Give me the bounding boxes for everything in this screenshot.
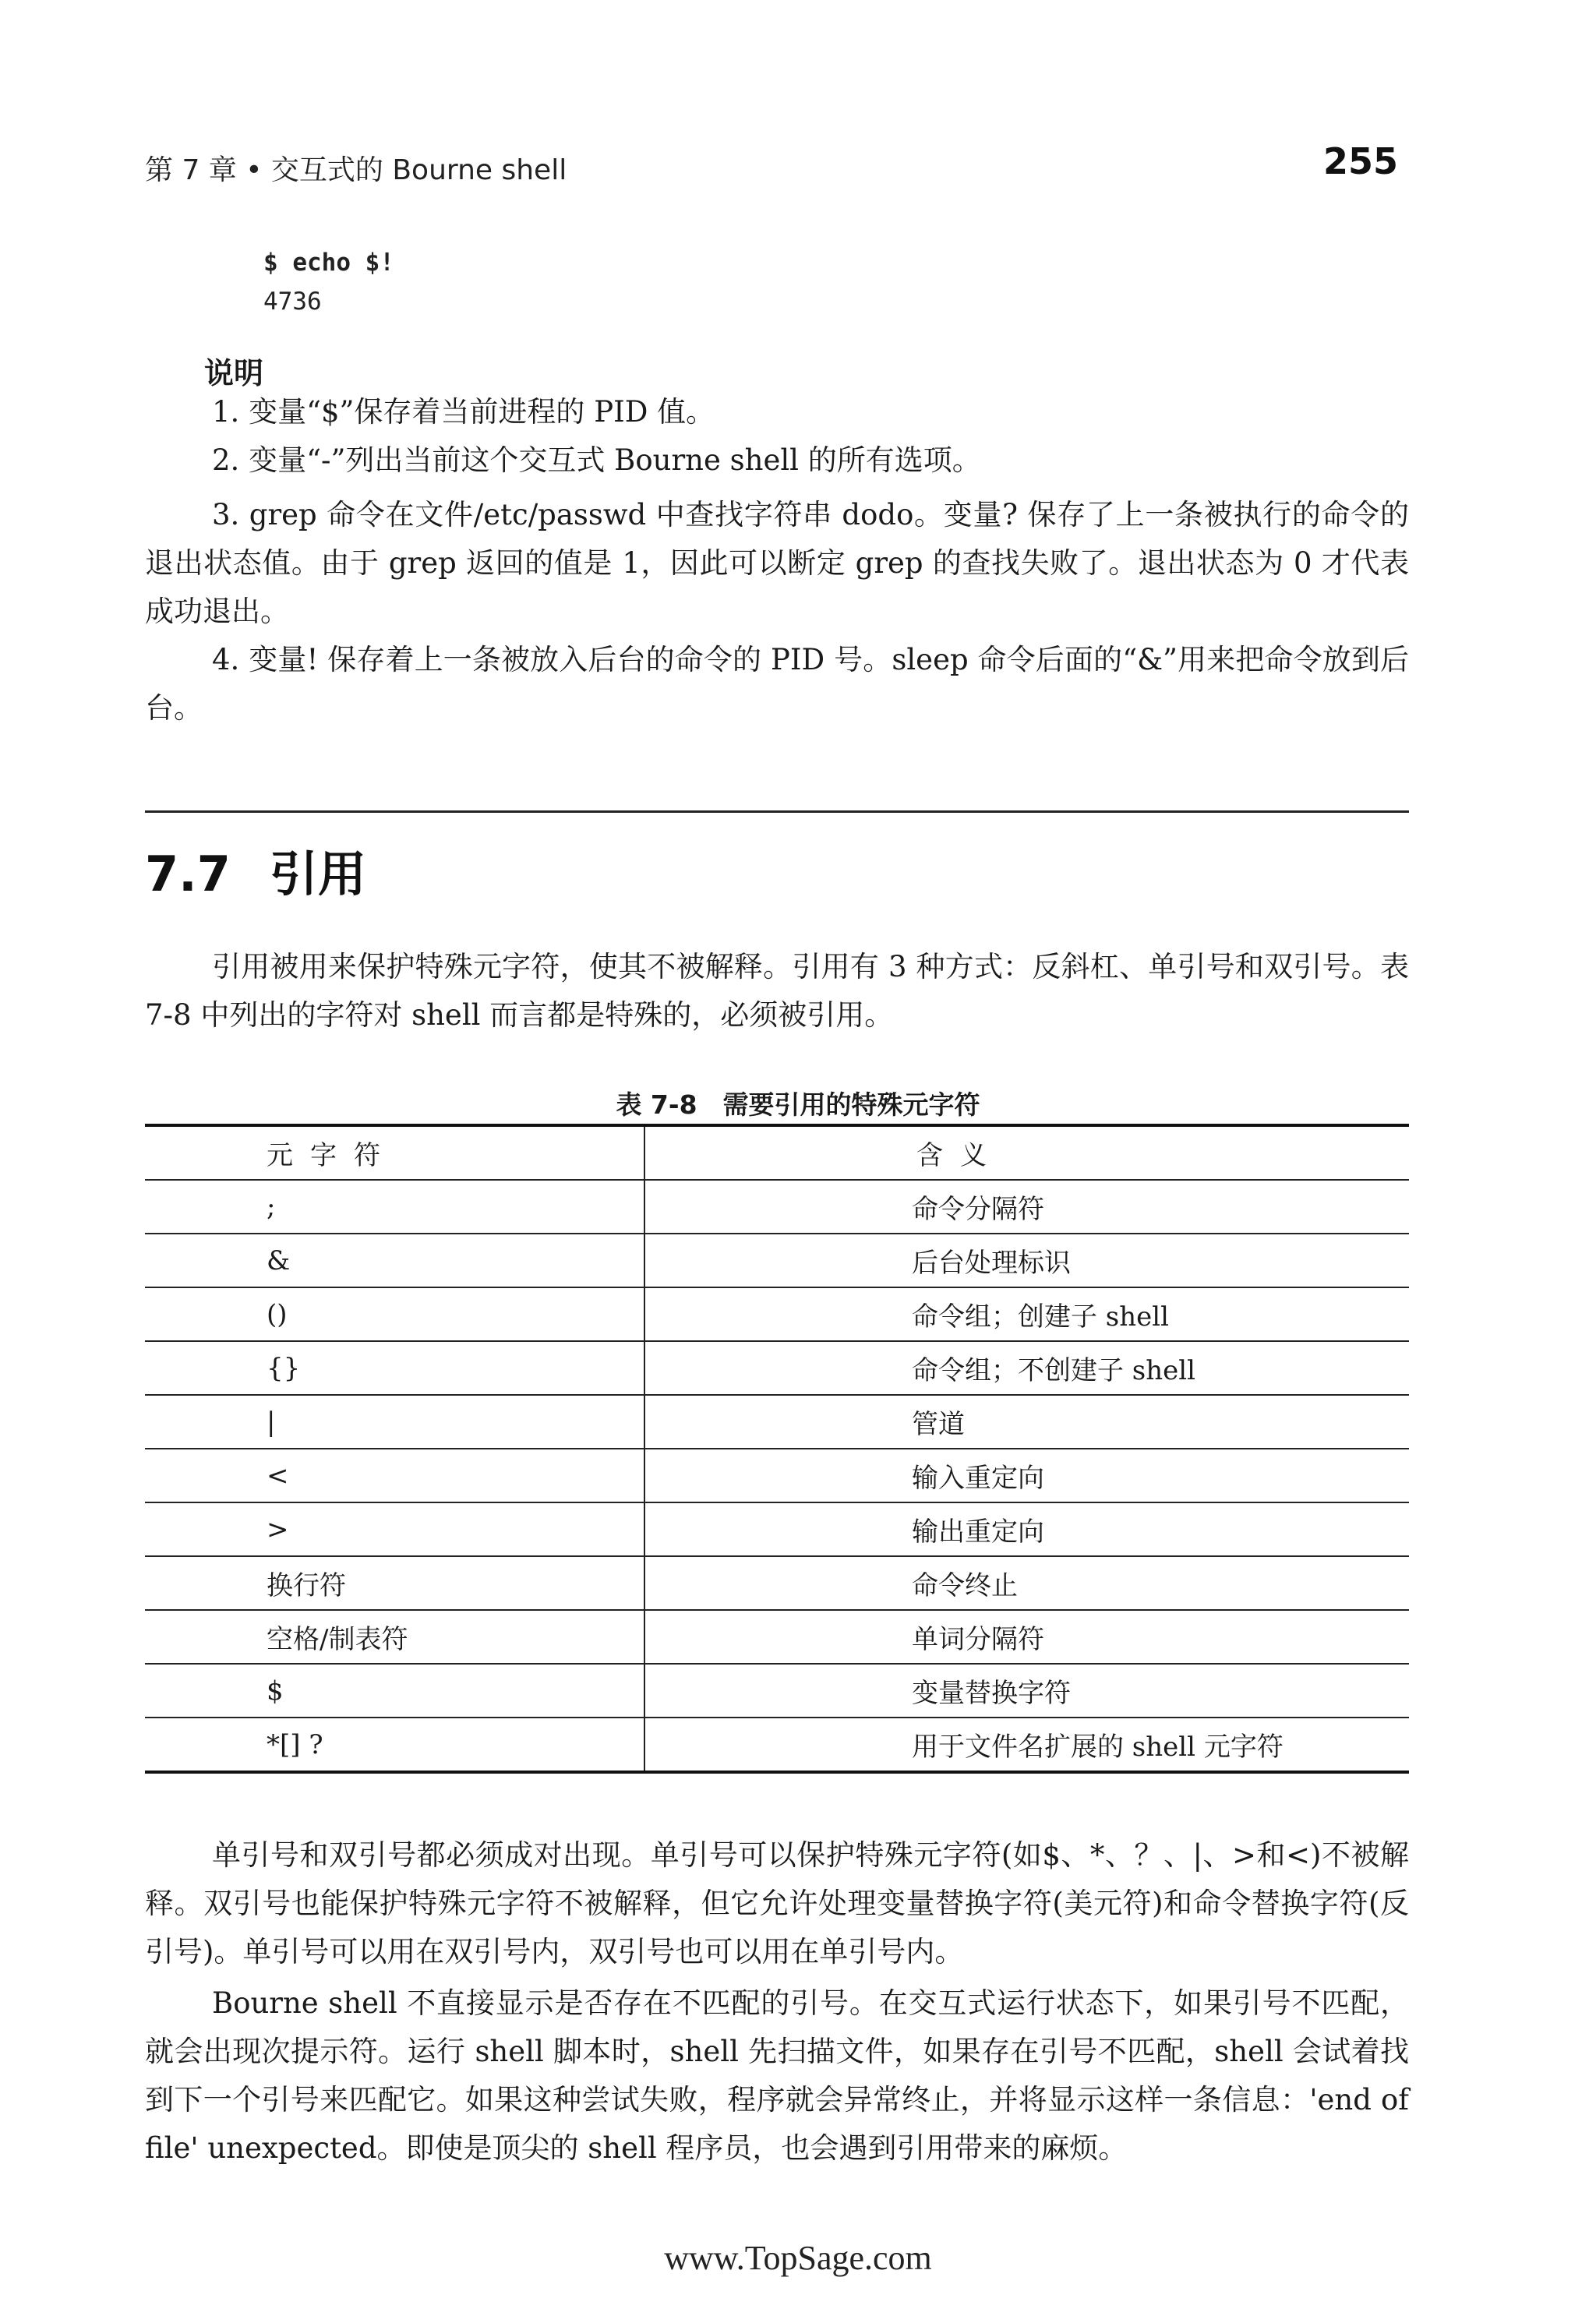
table-row <box>145 1180 1409 1234</box>
cell-meaning: 输出重定向 <box>644 1502 1409 1556</box>
section-number: 7.7 <box>145 846 231 902</box>
running-header: 第 7 章 • 交互式的 Bourne shell <box>145 154 567 186</box>
section-intro: 引用被用来保护特殊元字符，使其不被解释。引用有 3 种方式：反斜杠、单引号和双引号。表 7-8 中列出的字符对 shell 而言都是特殊的，必须被引用。 <box>145 950 1409 1032</box>
table-row <box>145 1502 1409 1556</box>
cell-meaning: 变量替换字符 <box>644 1664 1409 1718</box>
metacharacter-table <box>145 1124 1409 1774</box>
cell-meaning: 命令分隔符 <box>644 1180 1409 1234</box>
table-row <box>145 1287 1409 1341</box>
body-paragraph-2: Bourne shell 不直接显示是否存在不匹配的引号。在交互式运行状态下，如果引号不匹配，就会出现次提示符。运行 shell 脚本时，shell 先扫描文件，如果存在引号不匹配，shell 会试着找到下一个引号来匹配它。如果这种尝试失败，程序就会异常终止，并将显示这样一条信息：'end of file' unexpected。即使是顶尖的 shell 程序员，也会遇到引用带来的麻烦。 <box>145 1986 1409 2165</box>
cell-metacharacter: > <box>145 1502 644 1556</box>
column-header-metacharacter: 元字符 <box>145 1125 644 1180</box>
section-title: 引用 <box>270 846 367 902</box>
cell-metacharacter: 换行符 <box>145 1556 644 1610</box>
table-row <box>145 1341 1409 1395</box>
section-divider <box>145 810 1409 813</box>
cell-meaning: 后台处理标识 <box>644 1234 1409 1287</box>
note-item-2: 2. 变量“-”列出当前这个交互式 Bourne shell 的所有选项。 <box>212 443 981 477</box>
table-row <box>145 1610 1409 1664</box>
section-heading <box>145 835 366 905</box>
footer-url: www.TopSage.com <box>664 2239 932 2277</box>
cell-metacharacter: ; <box>145 1180 644 1234</box>
note-item-3: 3. grep 命令在文件/etc/passwd 中查找字符串 dodo。变量? 保存了上一条被执行的命令的退出状态值。由于 grep 返回的值是 1，因此可以断定 grep 的查找失败了。退出状态为 0 才代表成功退出。 <box>145 498 1409 628</box>
cell-meaning: 用于文件名扩展的 shell 元字符 <box>644 1718 1409 1772</box>
code-command: $ echo $! <box>263 249 394 277</box>
cell-meaning: 命令终止 <box>644 1556 1409 1610</box>
cell-metacharacter: {} <box>145 1341 644 1395</box>
notes-title: 说明 <box>204 356 264 390</box>
table-row <box>145 1449 1409 1502</box>
column-header-meaning: 含义 <box>644 1125 1409 1180</box>
cell-metacharacter: $ <box>145 1664 644 1718</box>
cell-metacharacter: () <box>145 1287 644 1341</box>
code-block <box>263 243 394 321</box>
cell-metacharacter: *[] ? <box>145 1718 644 1772</box>
table-row <box>145 1395 1409 1449</box>
table-header-row <box>145 1125 1409 1180</box>
cell-meaning: 单词分隔符 <box>644 1610 1409 1664</box>
cell-meaning: 管道 <box>644 1395 1409 1449</box>
table-row <box>145 1664 1409 1718</box>
page-number: 255 <box>1322 140 1398 182</box>
cell-metacharacter: | <box>145 1395 644 1449</box>
cell-meaning: 输入重定向 <box>644 1449 1409 1502</box>
table-row <box>145 1556 1409 1610</box>
cell-metacharacter: & <box>145 1234 644 1287</box>
note-item-1: 1. 变量“$”保存着当前进程的 PID 值。 <box>212 395 715 429</box>
body-paragraph-1: 单引号和双引号都必须成对出现。单引号可以保护特殊元字符(如$、*、？、|、>和<)不被解释。双引号也能保护特殊元字符不被解释，但它允许处理变量替换字符(美元符)和命令替换字符(反引号)。单引号可以用在双引号内，双引号也可以用在单引号内。 <box>145 1838 1409 1968</box>
code-output: 4736 <box>263 288 322 316</box>
table-row <box>145 1718 1409 1772</box>
cell-metacharacter: 空格/制表符 <box>145 1610 644 1664</box>
cell-meaning: 命令组；创建子 shell <box>644 1287 1409 1341</box>
table-caption: 表 7-8 需要引用的特殊元字符 <box>616 1089 980 1120</box>
cell-meaning: 命令组；不创建子 shell <box>644 1341 1409 1395</box>
note-item-4: 4. 变量! 保存着上一条被放入后台的命令的 PID 号。sleep 命令后面的“&”用来把命令放到后台。 <box>145 643 1409 725</box>
table-row <box>145 1234 1409 1287</box>
cell-metacharacter: < <box>145 1449 644 1502</box>
